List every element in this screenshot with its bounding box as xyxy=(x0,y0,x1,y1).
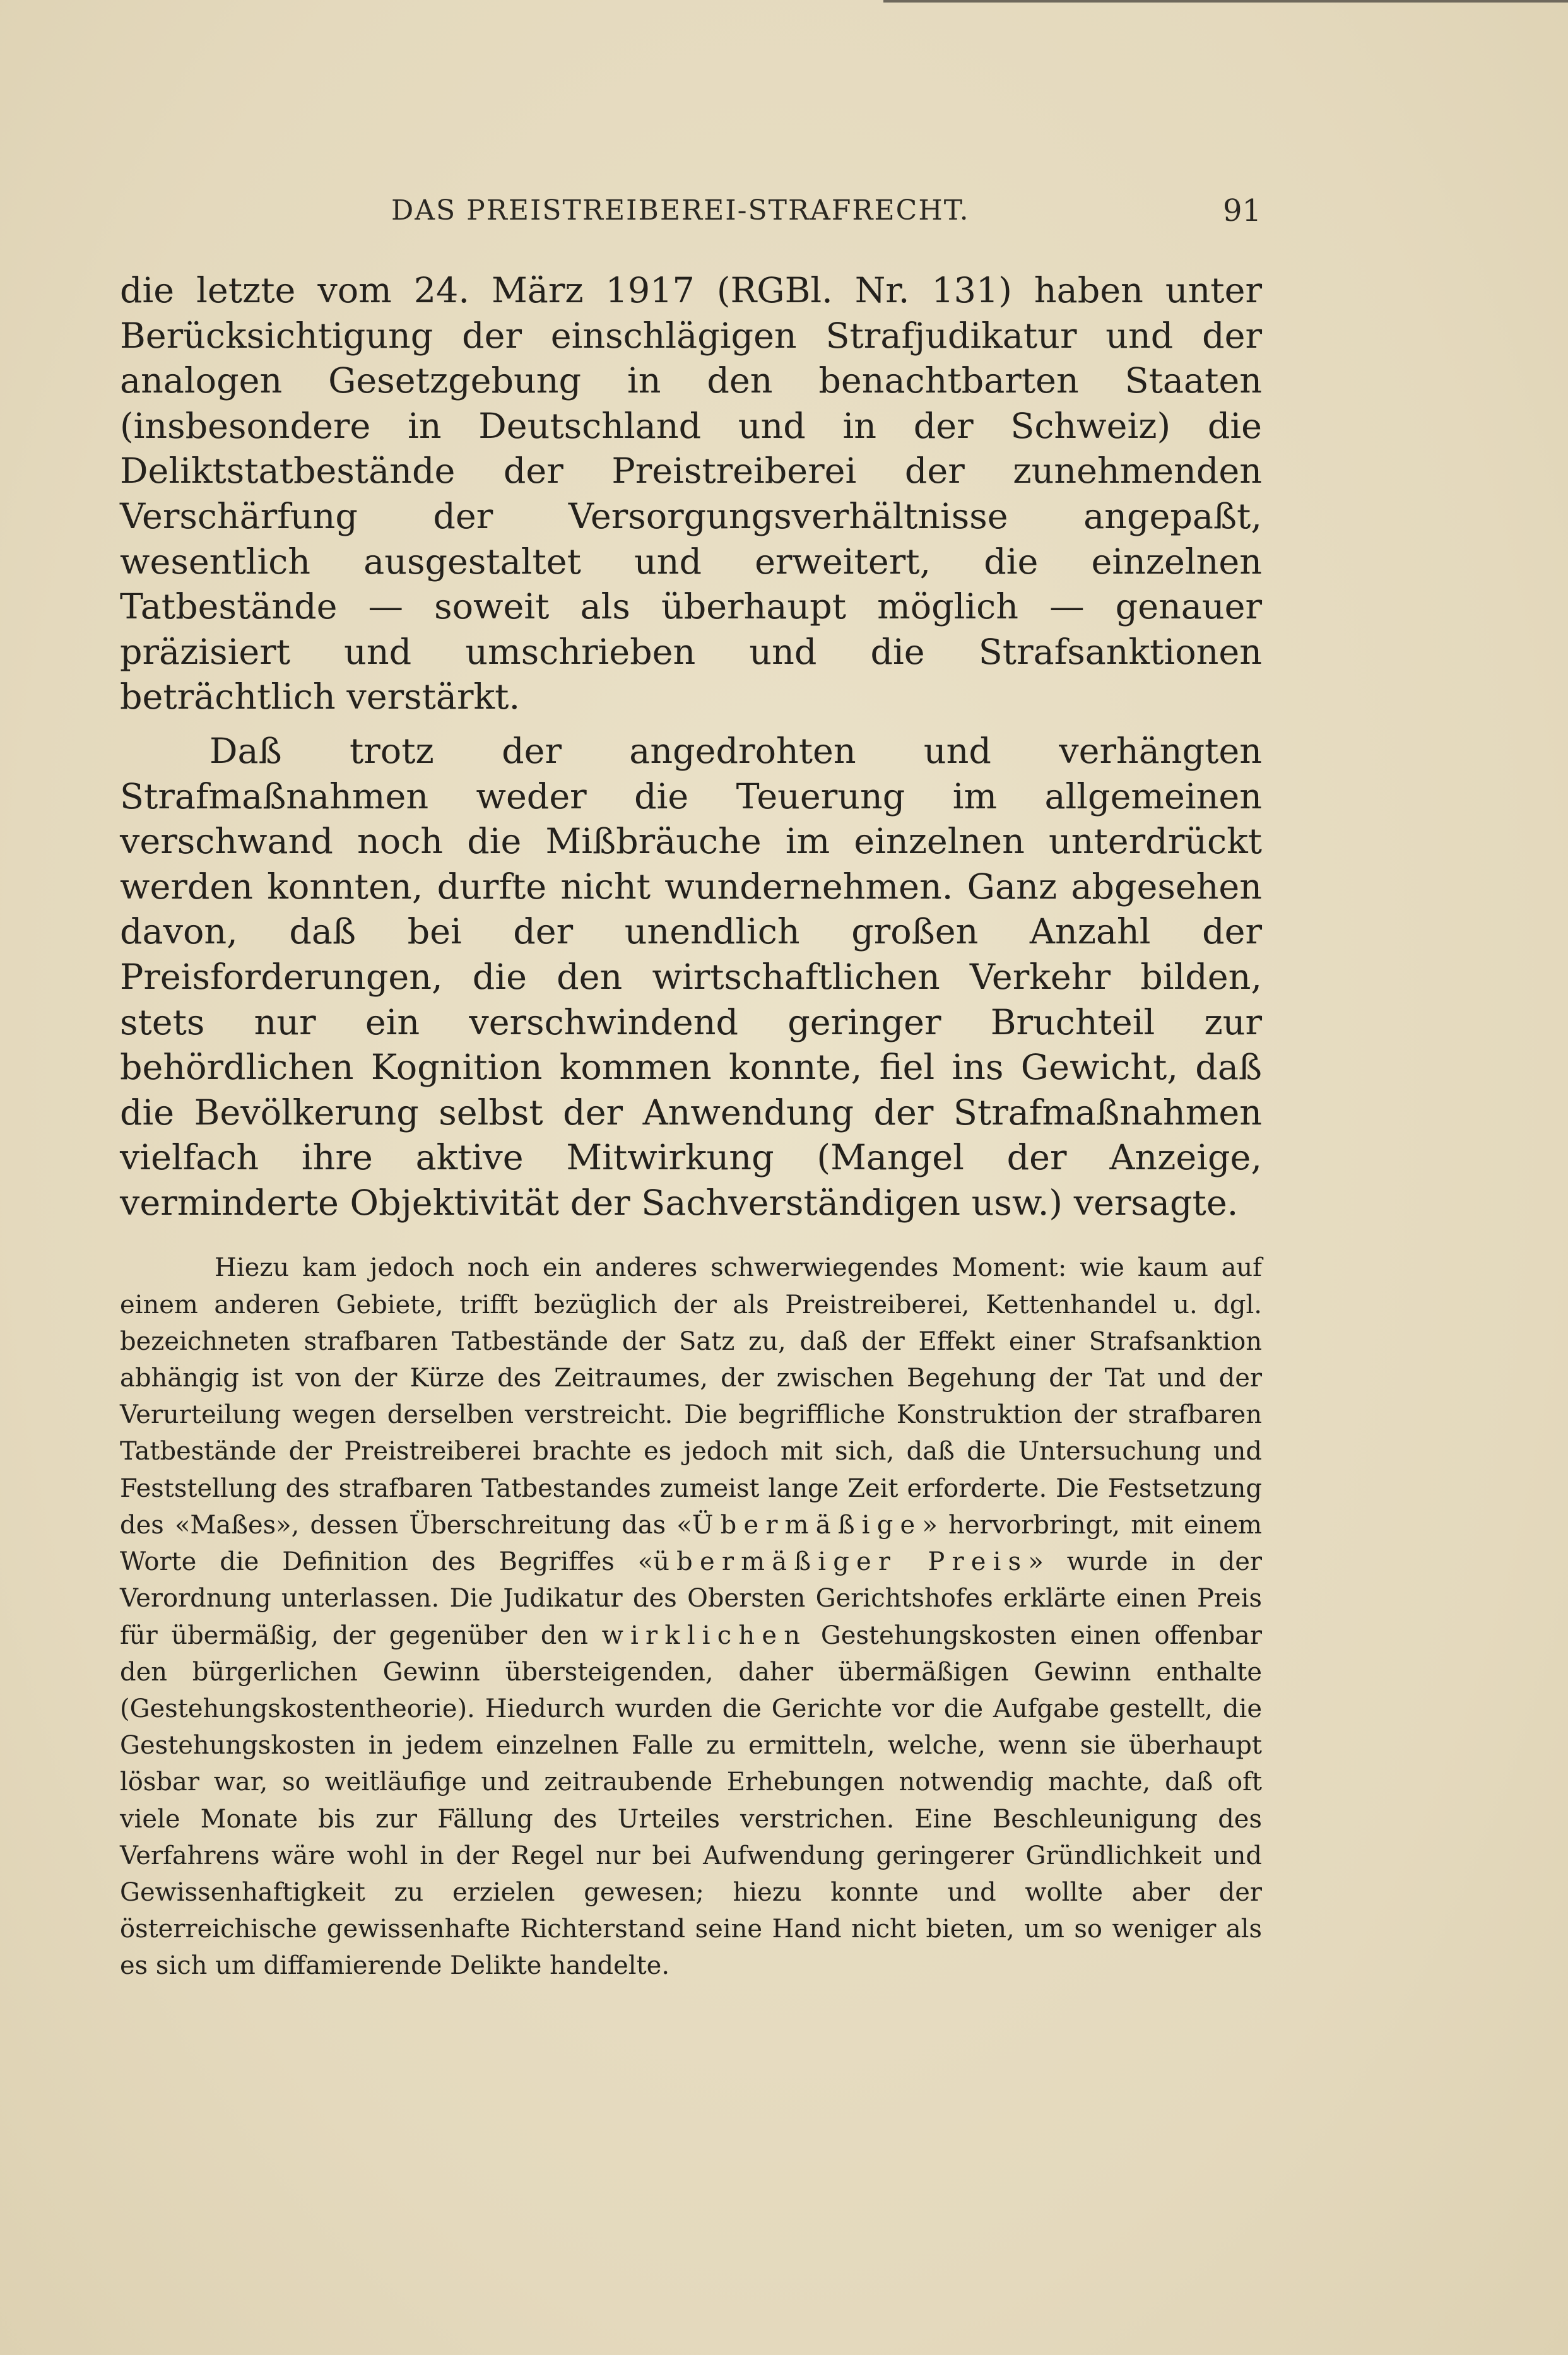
page-body xyxy=(120,268,1262,1985)
paragraph-3-text-b: » hervorbringt, mit einem Worte die Definition des Begriffes « xyxy=(120,1510,1262,1577)
page-header xyxy=(125,189,1261,240)
emphasis-uebermaessiger-preis: übermäßiger Preis xyxy=(653,1547,1029,1577)
paragraph-1: die letzte vom 24. März 1917 (RGBl. Nr. 131) haben unter Berücksichtigung der einschlägigen Strafjudikatur und der analogen Gesetzgebung in den benachtbarten Staaten (insbesondere in Deutschland und in der Schweiz) die Deliktstatbestände der Preistreiberei der zunehmenden Verschärfung der Versorgungsverhältnisse angepaßt, wesentlich ausgestaltet und erweitert, die einzelnen Tatbestände — soweit als überhaupt möglich — genauer präzisiert und umschrieben und die Strafsanktionen beträchtlich verstärkt. xyxy=(120,270,1262,718)
top-edge-rule xyxy=(883,0,1568,3)
paragraph-3-text-c: » wurde in der Verordnung unterlassen. Die Judikatur des Obersten Gerichtshofes erklärte einen Preis für übermäßig, der gegenüber den xyxy=(120,1547,1262,1650)
emphasis-wirklichen: wirklichen xyxy=(601,1620,808,1650)
paragraph-3-text-d: Gestehungskosten einen offenbar den bürgerlichen Gewinn übersteigenden, daher übermäßigen Gewinn enthalte (Gestehungskostentheorie). Hiedurch wurden die Gerichte vor die Aufgabe gestellt, die Gestehungskosten in jedem einzelnen Falle zu ermitteln, welche, wenn sie überhaupt lösbar war, so weitläufige und zeitraubende Erhebungen notwendig machte, daß oft viele Monate bis zur Fällung des Urteiles verstrichen. Eine Beschleunigung des Verfahrens wäre wohl in der Regel nur bei Aufwendung geringerer Gründlichkeit und Gewissenhaftigkeit zu erzielen gewesen; hiezu konnte und wollte aber der österreichische gewissenhafte Richterstand seine Hand nicht bieten, um so weniger als es sich um diffamierende Delikte handelte. xyxy=(120,1620,1262,1981)
running-head: DAS PREISTREIBEREI-STRAFRECHT. xyxy=(391,194,970,227)
emphasis-uebermaessige: Übermäßige xyxy=(692,1510,923,1540)
paragraph-3-text-a: Hiezu kam jedoch noch ein anderes schwerwiegendes Moment: wie kaum auf einem anderen Gebiete, trifft bezüglich der als Preistreiberei, Kettenhandel u. dgl. bezeichneten strafbaren Tatbestände der Satz zu, daß der Effekt einer Strafsanktion abhängig ist von der Kürze des Zeitraumes, der zwischen Begehung der Tat und der Verurteilung wegen derselben verstreicht. Die begriffliche Konstruktion der strafbaren Tatbestände der Preistreiberei brachte es jedoch mit sich, daß die Untersuchung und Feststellung des strafbaren Tatbestandes zumeist lange Zeit erforderte. Die Festsetzung des «Maßes», dessen Überschreitung das « xyxy=(120,1253,1262,1540)
paragraph-3-small-print xyxy=(120,1249,1262,1984)
paragraph-2: Daß trotz der angedrohten und verhängten Strafmaßnahmen weder die Teuerung im allgemeinen verschwand noch die Mißbräuche im einzelnen unterdrückt werden konnten, durfte nicht wundernehmen. Ganz abgesehen davon, daß bei der unendlich großen Anzahl der Preisforderungen, die den wirtschaftlichen Verkehr bilden, stets nur ein verschwindend geringer Bruchteil zur behördlichen Kognition kommen konnte, fiel ins Gewicht, daß die Bevölkerung selbst der Anwendung der Strafmaßnahmen vielfach ihre aktive Mitwirkung (Mangel der Anzeige, verminderte Objektivität der Sachverständigen usw.) versagte. xyxy=(120,730,1262,1224)
page-number: 91 xyxy=(1223,193,1262,228)
